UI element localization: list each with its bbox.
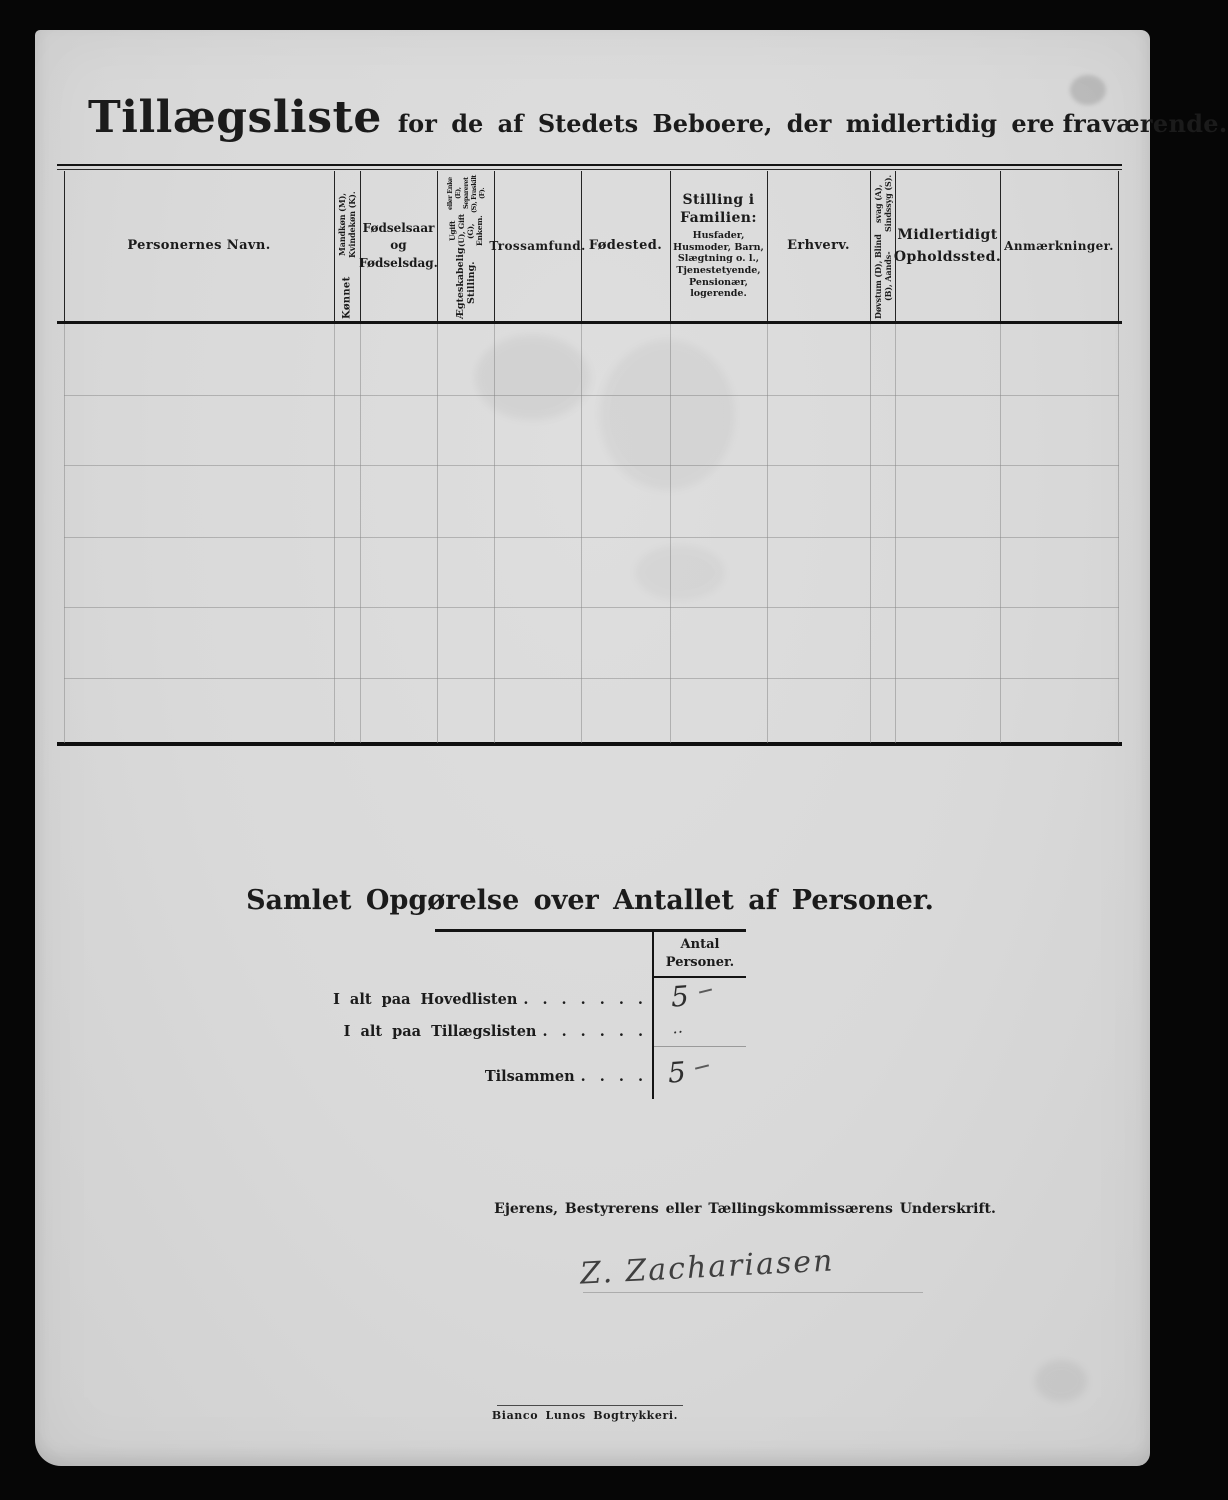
summary-value-column-header [654, 936, 746, 971]
table-top-rule-thin [57, 169, 1122, 170]
page-title-rest: for de af Stedets Beboere, der midlertidig ere [397, 109, 1055, 138]
column-header-label: Anmærkninger. [1004, 238, 1114, 253]
column-header-label: Fødselsaar [362, 220, 435, 235]
summary-row-label: I alt paa Hovedlisten [333, 991, 518, 1008]
scan-artifact [475, 335, 590, 420]
summary-row-value-handwritten: 5 [666, 1055, 687, 1090]
table-bottom-rule [57, 742, 1122, 746]
pen-flourish [699, 988, 712, 993]
column-header-sex [334, 173, 360, 319]
printer-imprint: Bianco Lunos Bogtrykkeri. [491, 1409, 679, 1422]
page-title-main: Tillægsliste [88, 92, 382, 143]
summary-title: Samlet Opgørelse over Antallet af Personer. [246, 885, 934, 916]
vertical-text [446, 173, 486, 319]
column-header-family-position [670, 173, 767, 319]
column-header-label: Personernes Navn. [127, 237, 271, 253]
gridline [64, 324, 65, 743]
column-header-label: Ægteskabelig Stilling. [454, 247, 477, 319]
column-header-birthdate [360, 173, 437, 319]
gridline [895, 324, 896, 743]
column-header-label: Stilling i Familien: [680, 192, 757, 226]
summary-row-label: Tilsammen [484, 1068, 575, 1085]
column-header-label: og [390, 238, 407, 253]
gridline [437, 324, 438, 743]
scan-artifact [1070, 75, 1106, 105]
summary-value-header-line1: Antal [680, 937, 720, 952]
vertical-text [873, 173, 893, 319]
summary-mid-rule [654, 1046, 746, 1047]
dot-leader: . . . . . . . [523, 991, 645, 1008]
column-header-sublabel: eller Enke (E), Separeret (S), Fraskilt (F). [445, 174, 486, 213]
dot-leader: . . . . [580, 1068, 645, 1085]
column-header-sublabel: Husfader, Husmoder, Barn, Slægtning o. l., Tjenestetyende, Pensionær, logerende. [673, 230, 764, 300]
column-header-sublabel: svag (A), Sindssyg (S). [872, 174, 893, 233]
table-header-bottom-rule [57, 321, 1122, 324]
vertical-text [337, 173, 357, 319]
page-title-emphasis: fraværende. [1062, 109, 1228, 138]
scan-artifact [1035, 1360, 1087, 1402]
table-row-line [64, 465, 1119, 466]
footer-rule [497, 1405, 683, 1406]
column-header-birthplace [581, 173, 670, 319]
column-header-label: Trossamfund. [489, 238, 586, 253]
column-header-religion [489, 173, 586, 319]
summary-row-value-handwritten: ‥ [671, 1017, 684, 1038]
signature-line [583, 1292, 923, 1293]
table-row-line [64, 607, 1119, 608]
column-header-label: Kønnet [341, 276, 353, 319]
pen-flourish [695, 1064, 709, 1069]
gridline [1118, 324, 1119, 743]
column-header-label: Erhverv. [787, 237, 850, 253]
gridline [360, 324, 361, 743]
scan-artifact [635, 545, 725, 600]
signature-label: Ejerens, Bestyrerens eller Tællingskommissærens Underskrift. [494, 1201, 996, 1217]
summary-value-header-line2: Personer. [665, 954, 735, 970]
column-header-remarks [1000, 173, 1118, 319]
dot-leader: . . . . . . [542, 1023, 645, 1040]
summary-header-rule [652, 976, 746, 978]
column-header-label: Midlertidigt Opholdssted. [893, 226, 1002, 265]
scan-artifact [600, 340, 735, 490]
column-header-temporary-residence [895, 173, 1000, 319]
gridline [334, 324, 335, 743]
column-header-person-name [64, 173, 334, 319]
gridline [767, 324, 768, 743]
table-row-line [64, 395, 1119, 396]
summary-row-label: I alt paa Tillægslisten [343, 1023, 537, 1040]
column-header-sublabel: Ugift (U), Gift (G), Enkem. [447, 214, 484, 248]
page-title [88, 92, 1228, 143]
gridline [1000, 324, 1001, 743]
gridline [870, 324, 871, 743]
column-header-marital-status [437, 173, 494, 319]
table-row-line [64, 678, 1119, 679]
column-header-label: Døvstum (D), Blind (B), Aands- [872, 234, 893, 319]
summary-top-rule [435, 929, 746, 932]
signature-handwritten: Z. Zachariasen [579, 1243, 836, 1292]
table-top-rule [57, 164, 1122, 166]
summary-row-tilsammen [315, 1068, 645, 1085]
column-header-occupation [767, 173, 870, 319]
column-header-label: Fødselsdag. [359, 255, 438, 270]
summary-row-hovedlisten [315, 991, 645, 1008]
gridline [1118, 171, 1119, 321]
table-row-line [64, 537, 1119, 538]
summary-row-value-handwritten: 5 [669, 979, 690, 1014]
column-header-disability [870, 173, 895, 319]
column-header-label: Fødested. [588, 237, 663, 253]
column-header-sublabel: Mandkøn (M), Kvindekøn (K). [337, 191, 357, 259]
summary-row-tillaegslisten [315, 1023, 645, 1040]
document-page [35, 30, 1228, 1466]
